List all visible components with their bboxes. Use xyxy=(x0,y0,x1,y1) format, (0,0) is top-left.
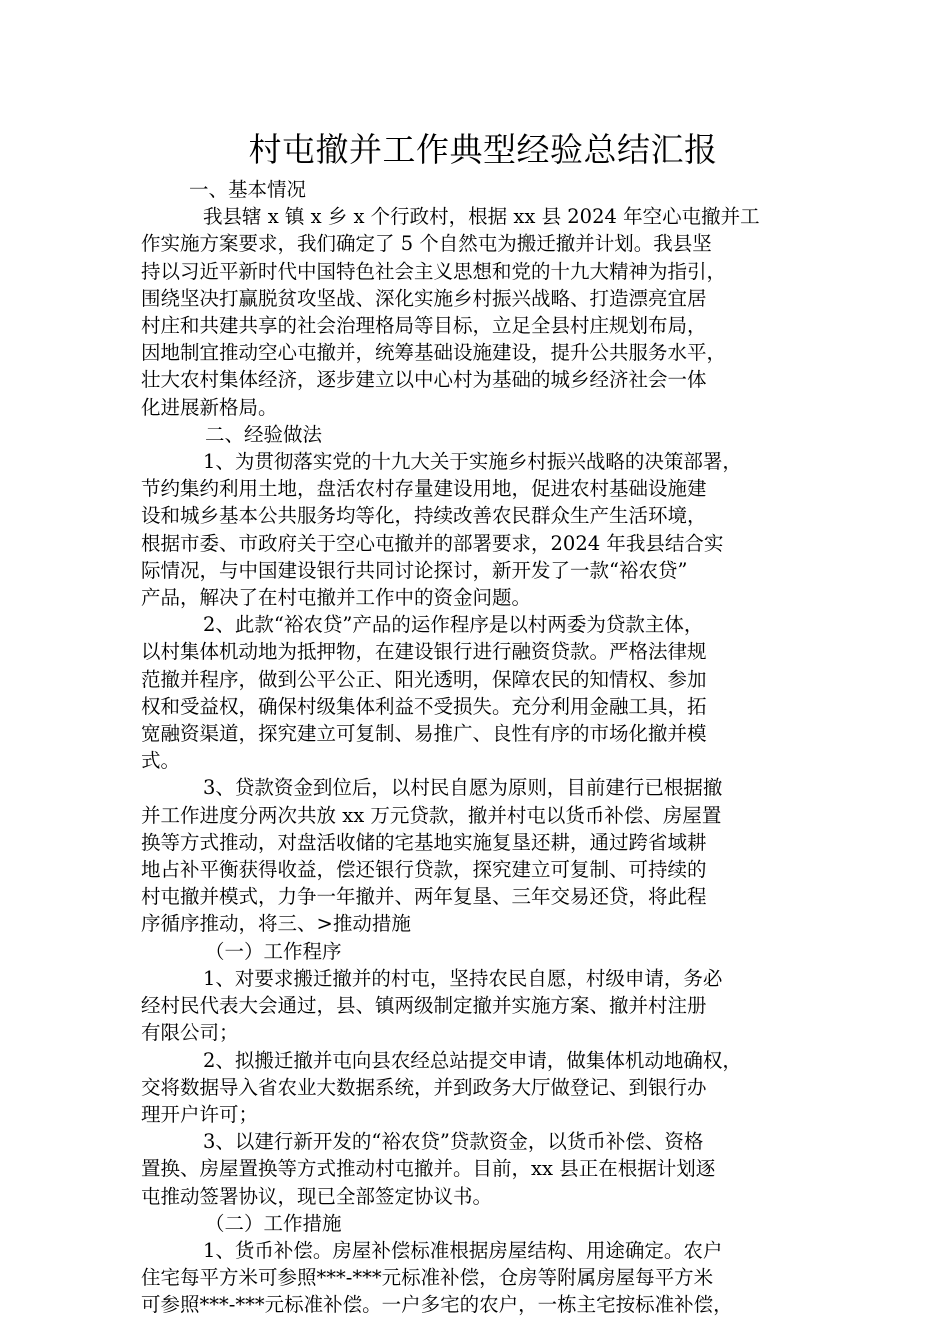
text-line: 范撤并程序，做到公平公正、阳光透明，保障农民的知情权、参加 xyxy=(141,667,707,691)
document-body xyxy=(141,176,825,1319)
text-line: 村屯撤并模式，力争一年撤并、两年复垦、三年交易还贷，将此程 xyxy=(141,885,707,909)
text-line: 换等方式推动，对盘活收储的宅基地实施复垦还耕，通过跨省域耕 xyxy=(141,830,707,854)
text-line: （二）工作措施 xyxy=(205,1211,342,1235)
text-line: 住宅每平方米可参照***-***元标准补偿，仓房等附属房屋每平方米 xyxy=(141,1266,714,1290)
text-line: 3、贷款资金到位后，以村民自愿为原则，目前建行已根据撤 xyxy=(203,776,723,800)
text-line: 屯推动签署协议，现已全部签定协议书。 xyxy=(141,1184,493,1208)
text-line: 因地制宜推动空心屯撤并，统筹基础设施建设，提升公共服务水平， xyxy=(141,341,727,365)
text-line: 权和受益权，确保村级集体利益不受损失。充分利用金融工具，拓 xyxy=(141,694,707,718)
text-line: 设和城乡基本公共服务均等化，持续改善农民群众生产生活环境， xyxy=(141,504,707,528)
text-line: 有限公司； xyxy=(141,1021,239,1045)
text-line: 际情况，与中国建设银行共同讨论探讨，新开发了一款“裕农贷” xyxy=(141,558,688,582)
text-line: 根据市委、市政府关于空心屯撤并的部署要求，2024 年我县结合实 xyxy=(141,531,724,555)
text-line: 1、货币补偿。房屋补偿标准根据房屋结构、用途确定。农户 xyxy=(203,1238,723,1262)
text-line: 2、此款“裕农贷”产品的运作程序是以村两委为贷款主体， xyxy=(203,613,704,637)
text-line: 式。 xyxy=(141,749,181,773)
text-line: 2、拟搬迁撤并屯向县农经总站提交申请，做集体机动地确权， xyxy=(203,1048,742,1072)
text-line: 以村集体机动地为抵押物，在建设银行进行融资贷款。严格法律规 xyxy=(141,640,707,664)
text-line: 产品，解决了在村屯撤并工作中的资金问题。 xyxy=(141,586,532,610)
document-page xyxy=(141,128,825,1319)
text-line: 一、基本情况 xyxy=(189,178,307,201)
text-line: 序循序推动，将三、>推动措施 xyxy=(141,912,411,936)
text-line: 壮大农村集体经济，逐步建立以中心村为基础的城乡经济社会一体 xyxy=(141,368,707,392)
text-line: 可参照***-***元标准补偿。一户多宅的农户，一栋主宅按标准补偿， xyxy=(141,1293,733,1317)
text-line: 我县辖 x 镇 x 乡 x 个行政村，根据 xx 县 2024 年空心屯撤并工 xyxy=(203,205,760,229)
document-title: 村屯撤并工作典型经验总结汇报 xyxy=(248,130,718,169)
text-line: 作实施方案要求，我们确定了 5 个自然屯为搬迁撤并计划。我县坚 xyxy=(141,232,712,256)
text-line: 村庄和共建共享的社会治理格局等目标，立足全县村庄规划布局， xyxy=(141,314,707,338)
text-line: 3、以建行新开发的“裕农贷”贷款资金，以货币补偿、资格 xyxy=(203,1130,704,1154)
text-line: 宽融资渠道，探究建立可复制、易推广、良性有序的市场化撤并模 xyxy=(141,722,707,746)
text-line: 化进展新格局。 xyxy=(141,395,278,419)
text-line: 理开户许可； xyxy=(141,1102,259,1126)
text-line: 二、经验做法 xyxy=(205,422,323,446)
text-line: 持以习近平新时代中国特色社会主义思想和党的十九大精神为指引， xyxy=(141,259,727,283)
text-line: 1、为贯彻落实党的十九大关于实施乡村振兴战略的决策部署， xyxy=(203,450,742,474)
text-line: 交将数据导入省农业大数据系统，并到政务大厅做登记、到银行办 xyxy=(141,1075,707,1099)
text-line: 围绕坚决打赢脱贫攻坚战、深化实施乡村振兴战略、打造漂亮宜居 xyxy=(141,286,707,310)
text-line: 地占补平衡获得收益，偿还银行贷款，探究建立可复制、可持续的 xyxy=(141,858,707,882)
text-line: 经村民代表大会通过，县、镇两级制定撤并实施方案、撤并村注册 xyxy=(141,994,707,1018)
text-line: 置换、房屋置换等方式推动村屯撤并。目前，xx 县正在根据计划逐 xyxy=(141,1157,716,1181)
text-line: （一）工作程序 xyxy=(205,939,342,963)
text-line: 并工作进度分两次共放 xx 万元贷款，撤并村屯以货币补偿、房屋置 xyxy=(141,803,722,827)
text-line: 节约集约利用土地，盘活农村存量建设用地，促进农村基础设施建 xyxy=(141,477,707,501)
text-line: 1、对要求搬迁撤并的村屯，坚持农民自愿，村级申请，务必 xyxy=(203,966,723,990)
